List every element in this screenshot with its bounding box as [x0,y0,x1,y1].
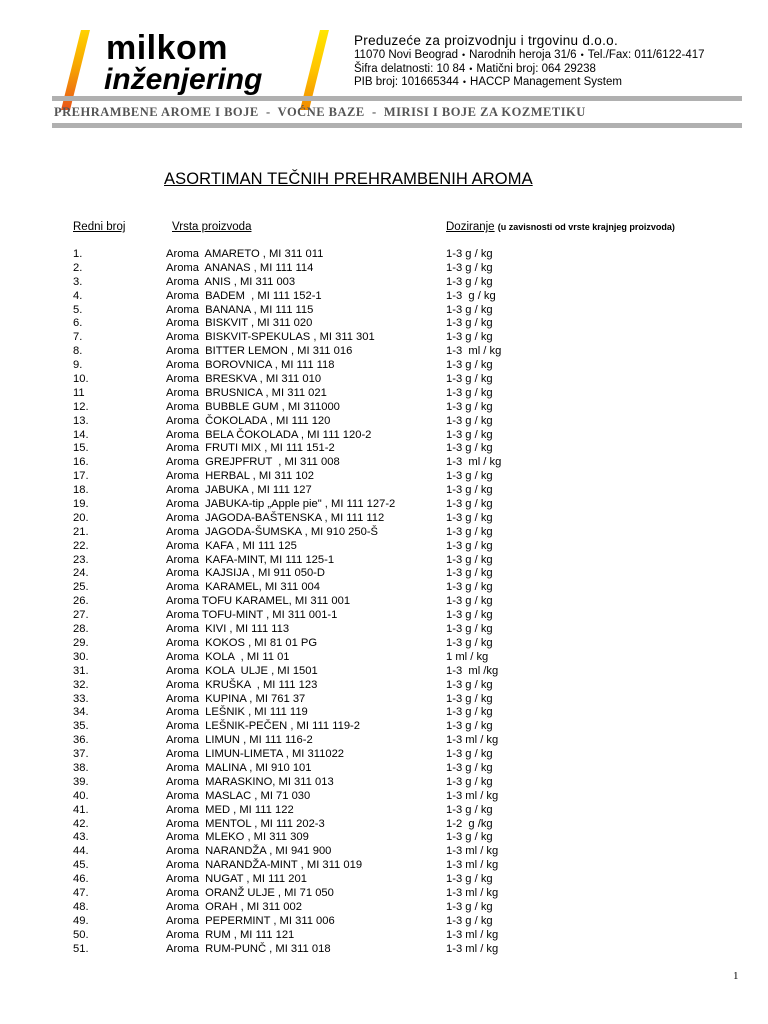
dosage: 1-3 g / kg [446,692,493,705]
dosage: 1-3 g / kg [446,775,493,788]
product-name: Aroma BANANA , MI 111 115 [166,303,314,316]
table-row [0,415,768,429]
table-row [0,373,768,387]
table-row [0,929,768,943]
page-number: 1 [733,970,739,982]
table-row [0,331,768,345]
row-number: 41. [73,803,89,816]
dosage: 1-3 ml / kg [446,942,499,955]
table-row [0,526,768,540]
bullet-icon: • [462,77,467,87]
product-name: Aroma KAJSIJA , MI 911 050-D [166,567,325,580]
row-number: 3. [73,275,83,288]
row-number: 17. [73,470,89,483]
row-number: 39. [73,775,89,788]
document-title: ASORTIMAN TEČNIH PREHRAMBENIH AROMA [164,170,533,188]
table-row [0,873,768,887]
row-number: 7. [73,331,83,344]
dosage: 1-3 g / kg [446,914,493,927]
company-info [354,33,705,90]
table-row [0,401,768,415]
product-name: Aroma KRUŠKA , MI 111 123 [166,678,318,691]
row-number: 21. [73,525,89,538]
product-name: Aroma MALINA , MI 910 101 [166,761,312,774]
company-registration-line [354,63,705,77]
table-row [0,498,768,512]
product-name: Aroma JAGODA-ŠUMSKA , MI 910 250-Š [166,525,379,538]
company-activity-code: Šifra delatnosti: 10 84 [354,62,466,75]
row-number: 23. [73,553,89,566]
table-row [0,623,768,637]
dosage: 1-3 g / kg [446,289,496,302]
row-number: 9. [73,359,83,372]
product-name: Aroma KAFA-MINT, MI 111 125-1 [166,553,335,566]
row-number: 44. [73,845,89,858]
dosage: 1-2 g /kg [446,817,493,830]
company-reg-no: Matični broj: 064 29238 [476,62,596,75]
dosage: 1 ml / kg [446,650,489,663]
row-number: 30. [73,650,89,663]
dosage: 1-3 g / kg [446,275,493,288]
dosage: 1-3 g / kg [446,484,493,497]
dosage: 1-3 g / kg [446,442,493,455]
row-number: 34. [73,706,89,719]
dosage: 1-3 g / kg [446,525,493,538]
table-row [0,665,768,679]
product-name: Aroma JABUKA , MI 111 127 [166,484,312,497]
table-row [0,456,768,470]
product-name: Aroma KOLA , MI 11 01 [166,650,290,663]
dosage: 1-3 ml / kg [446,345,502,358]
bullet-icon: • [462,50,466,60]
product-name: Aroma ANANAS , MI 111 114 [166,261,314,274]
table-row [0,679,768,693]
dosage: 1-3 g / kg [446,414,493,427]
row-number: 45. [73,859,89,872]
table-row [0,442,768,456]
banner-rule-top [52,96,742,101]
table-row [0,317,768,331]
column-header-no: Redni broj [73,221,126,233]
product-name: Aroma LIMUN , MI 111 116-2 [166,734,313,747]
dosage: 1-3 g / kg [446,803,493,816]
dosage: 1-3 g / kg [446,317,493,330]
product-name: Aroma NARANDŽA-MINT , MI 311 019 [166,859,363,872]
dosage: 1-3 ml /kg [446,664,499,677]
product-name: Aroma LEŠNIK , MI 111 119 [166,706,308,719]
table-row [0,609,768,623]
table-row [0,345,768,359]
product-name: Aroma ORAH , MI 311 002 [166,900,302,913]
dosage: 1-3 g / kg [446,831,493,844]
dosage: 1-3 ml / kg [446,845,499,858]
product-name: Aroma KUPINA , MI 761 37 [166,692,306,705]
company-address-line [354,49,705,63]
banner-text: PREHRAMBENE AROME I BOJE - VOĆNE BAZE - MIRISI I BOJE ZA KOZMETIKU [54,105,586,119]
table-row [0,581,768,595]
row-number: 42. [73,817,89,830]
row-number: 20. [73,511,89,524]
product-name: Aroma BUBBLE GUM , MI 311000 [166,400,340,413]
product-name: Aroma BELA ČOKOLADA , MI 111 120-2 [166,428,372,441]
table-row [0,567,768,581]
product-name: Aroma ČOKOLADA , MI 111 120 [166,414,331,427]
dosage: 1-3 g / kg [446,581,493,594]
table-row [0,262,768,276]
row-number: 2. [73,261,83,274]
product-name: Aroma JABUKA-tip „Apple pie" , MI 111 127-2 [166,498,396,511]
table-row [0,540,768,554]
table-row [0,734,768,748]
row-number: 48. [73,900,89,913]
product-name: Aroma KOLA ULJE , MI 1501 [166,664,318,677]
product-name: Aroma ORANŽ ULJE , MI 71 050 [166,886,334,899]
product-name: Aroma BADEM , MI 111 152-1 [166,289,322,302]
table-row [0,776,768,790]
table-row [0,831,768,845]
product-name: Aroma KAFA , MI 111 125 [166,539,297,552]
dosage: 1-3 g / kg [446,511,493,524]
row-number: 37. [73,748,89,761]
dosage: 1-3 ml / kg [446,859,499,872]
dosage: 1-3 ml / kg [446,789,499,802]
product-name: Aroma KOKOS , MI 81 01 PG [166,636,318,649]
product-name: Aroma AMARETO , MI 311 011 [166,248,324,260]
table-row [0,915,768,929]
table-row [0,804,768,818]
dosage: 1-3 g / kg [446,706,493,719]
product-name: Aroma RUM-PUNČ , MI 311 018 [166,942,331,955]
row-number: 51. [73,942,89,955]
company-address: 11070 Novi Beograd [354,49,458,61]
aroma-list [0,248,768,956]
table-row [0,387,768,401]
column-header-dose: Doziranje (u zavisnosti od vrste krajnjeg proizvoda) [446,221,675,233]
table-row [0,470,768,484]
row-number: 29. [73,636,89,649]
product-name: Aroma BOROVNICA , MI 111 118 [166,359,335,372]
row-number: 19. [73,498,89,511]
row-number: 36. [73,734,89,747]
row-number: 5. [73,303,83,316]
product-name: Aroma NUGAT , MI 111 201 [166,873,307,886]
product-name: Aroma MLEKO , MI 311 309 [166,831,309,844]
product-name: Aroma NARANDŽA , MI 941 900 [166,845,332,858]
table-row [0,595,768,609]
logo-text-milkom: milkom [106,29,229,67]
dosage: 1-3 g / kg [446,539,493,552]
table-row [0,762,768,776]
table-row [0,304,768,318]
column-header-type: Vrsta proizvoda [172,221,252,233]
product-name: Aroma LIMUN-LIMETA , MI 311022 [166,748,345,761]
bullet-icon: • [469,63,473,74]
company-pib: PIB broj: 101665344 [354,76,459,88]
dosage: 1-3 g / kg [446,636,493,649]
row-number: 11 [73,386,85,399]
table-row [0,887,768,901]
dosage: 1-3 g / kg [446,873,493,886]
dosage: 1-3 ml / kg [446,456,502,469]
row-number: 43. [73,831,89,844]
row-number: 1. [73,248,83,260]
product-name: Aroma LEŠNIK-PEČEN , MI 111 119-2 [166,720,360,733]
row-number: 26. [73,595,89,608]
table-row [0,484,768,498]
dosage: 1-3 g / kg [446,748,493,761]
dosage: 1-3 g / kg [446,678,493,691]
logo-text-inzenjering: inženjering [104,63,263,96]
dosage: 1-3 g / kg [446,303,493,316]
table-row [0,845,768,859]
row-number: 38. [73,761,89,774]
table-row [0,693,768,707]
row-number: 50. [73,928,89,941]
dosage: 1-3 g / kg [446,248,493,260]
company-haccp: HACCP Management System [470,76,622,88]
product-name: Aroma MED , MI 111 122 [166,803,294,816]
table-row [0,248,768,262]
dosage: 1-3 g / kg [446,567,493,580]
company-phone: Tel./Fax: 011/6122-417 [587,49,705,61]
row-number: 4. [73,289,83,302]
row-number: 31. [73,664,89,677]
dosage: 1-3 g / kg [446,386,493,399]
product-banner [52,96,742,128]
table-row [0,720,768,734]
dosage: 1-3 g / kg [446,400,493,413]
product-name: Aroma BITTER LEMON , MI 311 016 [166,345,353,358]
row-number: 46. [73,873,89,886]
dosage: 1-3 g / kg [446,428,493,441]
dosage: 1-3 ml / kg [446,734,499,747]
row-number: 33. [73,692,89,705]
row-number: 15. [73,442,89,455]
row-number: 13. [73,414,89,427]
dosage: 1-3 g / kg [446,761,493,774]
product-name: Aroma KARAMEL, MI 311 004 [166,581,320,594]
dosage: 1-3 ml / kg [446,928,499,941]
row-number: 22. [73,539,89,552]
product-name: Aroma BRESKVA , MI 311 010 [166,373,322,386]
row-number: 40. [73,789,89,802]
product-name: Aroma GREJPFRUT , MI 311 008 [166,456,340,469]
product-name: Aroma BISKVIT-SPEKULAS , MI 311 301 [166,331,375,344]
row-number: 28. [73,623,89,636]
dosage: 1-3 g / kg [446,373,493,386]
company-name: Preduzeće za proizvodnju i trgovinu d.o.o. [354,33,618,48]
dosage: 1-3 g / kg [446,595,493,608]
table-row [0,859,768,873]
table-row [0,706,768,720]
table-row [0,359,768,373]
product-name: Aroma BRUSNICA , MI 311 021 [166,386,327,399]
row-number: 14. [73,428,89,441]
product-name: Aroma PEPERMINT , MI 311 006 [166,914,335,927]
product-name: Aroma TOFU-MINT , MI 311 001-1 [166,609,338,622]
row-number: 35. [73,720,89,733]
dosage: 1-3 g / kg [446,359,493,372]
row-number: 49. [73,914,89,927]
dosage: 1-3 g / kg [446,553,493,566]
product-name: Aroma HERBAL , MI 311 102 [166,470,314,483]
product-name: Aroma ANIS , MI 311 003 [166,275,296,288]
row-number: 6. [73,317,83,330]
table-row [0,901,768,915]
row-number: 25. [73,581,89,594]
product-name: Aroma MENTOL , MI 111 202-3 [166,817,325,830]
table-row [0,290,768,304]
product-name: Aroma BISKVIT , MI 311 020 [166,317,313,330]
dosage: 1-3 g / kg [446,261,493,274]
dosage: 1-3 g / kg [446,331,493,344]
table-row [0,790,768,804]
dosage: 1-3 ml / kg [446,886,499,899]
row-number: 12. [73,400,89,413]
table-row [0,637,768,651]
dosage: 1-3 g / kg [446,720,493,733]
dosage: 1-3 g / kg [446,623,493,636]
row-number: 27. [73,609,89,622]
dosage: 1-3 g / kg [446,498,493,511]
dosage: 1-3 g / kg [446,609,493,622]
dosage: 1-3 g / kg [446,900,493,913]
row-number: 16. [73,456,89,469]
banner-rule-bottom [52,123,742,128]
table-row [0,276,768,290]
row-number: 10. [73,373,89,386]
dosage: 1-3 g / kg [446,470,493,483]
row-number: 18. [73,484,89,497]
product-name: Aroma FRUTI MIX , MI 111 151-2 [166,442,335,455]
product-name: Aroma KIVI , MI 111 113 [166,623,290,636]
company-street: Narodnih heroja 31/6 [469,49,577,61]
product-name: Aroma JAGODA-BAŠTENSKA , MI 111 112 [166,511,385,524]
table-row [0,818,768,832]
product-name: Aroma RUM , MI 111 121 [166,928,295,941]
table-row [0,943,768,957]
product-name: Aroma TOFU KARAMEL, MI 311 001 [166,595,351,608]
row-number: 32. [73,678,89,691]
bullet-icon: • [580,50,584,60]
product-name: Aroma MASLAC , MI 71 030 [166,789,311,802]
table-row [0,554,768,568]
row-number: 47. [73,886,89,899]
table-row [0,429,768,443]
row-number: 8. [73,345,83,358]
table-row [0,748,768,762]
table-row [0,512,768,526]
product-name: Aroma MARASKINO, MI 311 013 [166,775,334,788]
company-tax-line [354,76,705,90]
dose-note: (u zavisnosti od vrste krajnjeg proizvoda) [497,222,675,232]
row-number: 24. [73,567,89,580]
table-row [0,651,768,665]
